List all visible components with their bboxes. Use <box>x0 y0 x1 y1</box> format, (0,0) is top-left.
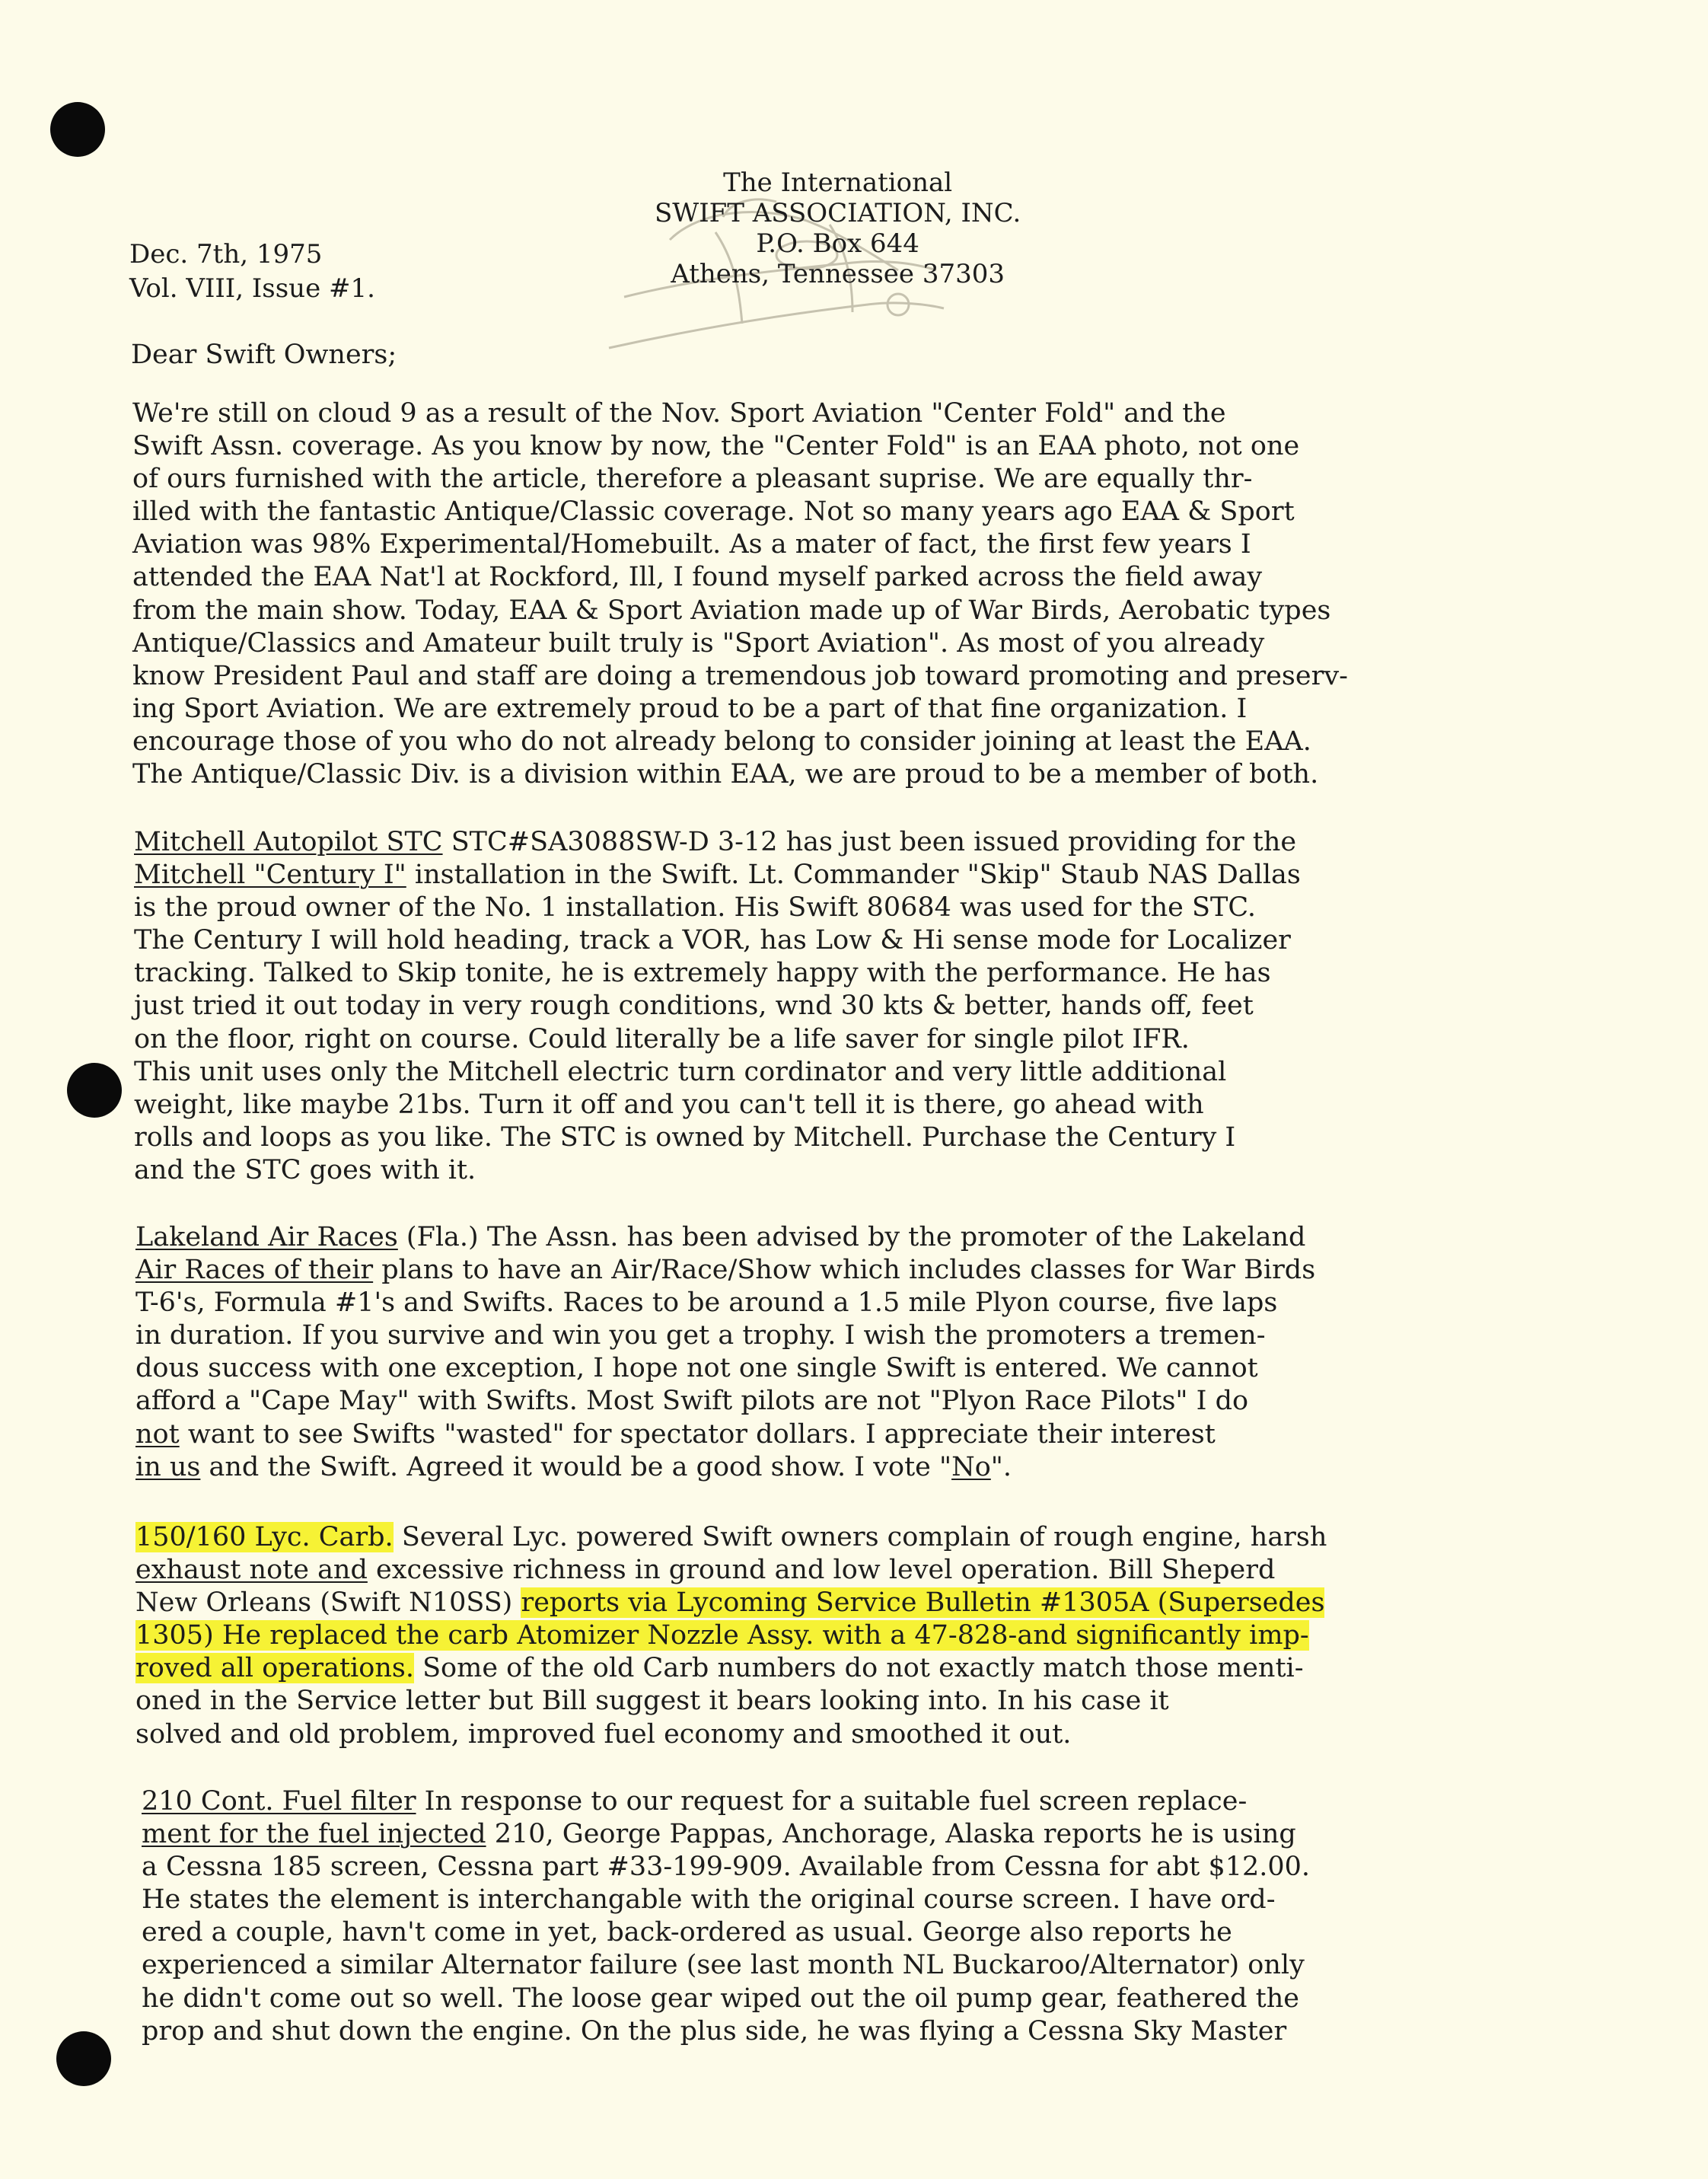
paragraph-fuel-filter <box>142 1785 1310 2048</box>
text-line: Antique/Classics and Amateur built truly is "Sport Aviation". As most of you already <box>132 627 1265 659</box>
paragraph-lycoming-carb <box>135 1521 1327 1751</box>
text-line: T-6's, Formula #1's and Swifts. Races to be around a 1.5 mile Plyon course, five laps <box>135 1287 1278 1319</box>
underlined-word: not <box>135 1418 180 1450</box>
text-line: The Century I will hold heading, track a VOR, has Low & Hi sense mode for Localizer <box>134 925 1291 956</box>
text-line: dous success with one exception, I hope not one single Swift is entered. We cannot <box>135 1353 1258 1384</box>
text-line: from the main show. Today, EAA & Sport Aviation made up of War Birds, Aerobatic types <box>132 595 1331 626</box>
text-run: (Fla.) The Assn. has been advised by the promoter of the Lakeland <box>397 1222 1306 1252</box>
section-heading: Mitchell Autopilot STC <box>134 827 443 857</box>
letterhead-line-2: SWIFT ASSOCIATION, INC. <box>655 198 1021 228</box>
section-heading-continued: Mitchell "Century I" <box>134 860 406 891</box>
highlighted-text: reports via Lycoming Service Bulletin #1305A (Supersedes <box>521 1587 1325 1619</box>
section-heading-continued: Air Races of their <box>135 1255 374 1286</box>
text-line: in duration. If you survive and win you get a trophy. I wish the promoters a tremen- <box>135 1320 1266 1351</box>
section-heading-continued: ment for the fuel injected <box>142 1819 486 1850</box>
text-line: prop and shut down the engine. On the plus side, he was flying a Cessna Sky Master <box>142 2015 1287 2047</box>
text-run: and the Swift. Agreed it would be a good show. I vote " <box>200 1451 952 1482</box>
text-line: weight, like maybe 21bs. Turn it off and you can't tell it is there, go ahead with <box>134 1089 1204 1120</box>
text-line: on the floor, right on course. Could literally be a life saver for single pilot IFR. <box>134 1023 1190 1054</box>
letterhead-line-1: The International <box>723 167 953 198</box>
text-line: ered a couple, havn't come in yet, back-ordered as usual. George also reports he <box>142 1917 1232 1948</box>
text-line: Swift Assn. coverage. As you know by now, the "Center Fold" is an EAA photo, not one <box>132 431 1300 462</box>
text-run: 210, George Pappas, Anchorage, Alaska reports he is using <box>486 1819 1296 1850</box>
text-line: ing Sport Aviation. We are extremely proud to be a part of that fine organization. I <box>132 693 1248 724</box>
highlighted-heading: 150/160 Lyc. Carb. <box>135 1522 394 1552</box>
text-line <box>135 1221 1315 1254</box>
text-run: plans to have an Air/Race/Show which includes classes for War Birds <box>373 1255 1316 1286</box>
underlined-word: in us <box>135 1451 201 1482</box>
text-line: tracking. Talked to Skip tonite, he is extremely happy with the performance. He has <box>134 958 1271 989</box>
issue-info <box>129 238 375 306</box>
section-heading-continued: exhaust note and <box>135 1555 368 1586</box>
text-run: New Orleans (Swift N10SS) <box>135 1587 521 1619</box>
text-line: illed with the fantastic Antique/Classic coverage. Not so many years ago EAA & Sport <box>132 496 1295 528</box>
section-heading: 210 Cont. Fuel filter <box>142 1786 416 1817</box>
text-run: excessive richness in ground and low level operation. Bill Sheperd <box>367 1555 1276 1586</box>
text-line <box>135 1451 1315 1484</box>
text-line: know President Paul and staff are doing a tremendous job toward promoting and preserv- <box>132 660 1348 691</box>
text-run: Several Lyc. powered Swift owners complain of rough engine, harsh <box>393 1522 1327 1552</box>
punch-hole-middle <box>67 1063 122 1118</box>
text-line: solved and old problem, improved fuel economy and smoothed it out. <box>135 1718 1072 1750</box>
letterhead-line-3: P.O. Box 644 <box>756 228 919 259</box>
issue-date: Dec. 7th, 1975 <box>129 239 323 270</box>
text-run: ". <box>990 1451 1012 1482</box>
text-line <box>135 1254 1315 1287</box>
text-line: oned in the Service letter but Bill suggest it bears looking into. In his case it <box>135 1686 1169 1717</box>
text-line: is the proud owner of the No. 1 installation. His Swift 80684 was used for the STC. <box>134 892 1256 924</box>
text-line <box>135 1418 1315 1451</box>
highlighted-text: roved all operations. <box>135 1653 414 1684</box>
text-line: The Antique/Classic Div. is a division within EAA, we are proud to be a member of both. <box>132 759 1319 790</box>
text-run: want to see Swifts "wasted" for spectator dollars. I appreciate their interest <box>179 1418 1216 1450</box>
text-run: Some of the old Carb numbers do not exactly match those menti- <box>413 1653 1304 1684</box>
text-line: This unit uses only the Mitchell electric turn cordinator and very little additional <box>134 1056 1227 1087</box>
paragraph-mitchell-autopilot <box>134 826 1301 1187</box>
letterhead <box>609 167 1096 388</box>
text-line: encourage those of you who do not already belong to consider joining at least the EAA. <box>132 726 1311 757</box>
text-line: We're still on cloud 9 as a result of the Nov. Sport Aviation "Center Fold" and the <box>132 398 1226 429</box>
text-line <box>142 1785 1310 1818</box>
text-line <box>135 1652 1327 1685</box>
text-run: In response to our request for a suitable fuel screen replace- <box>416 1786 1248 1817</box>
paragraph-lakeland-air-races <box>135 1221 1315 1484</box>
text-line: He states the element is interchangable with the original course screen. I have ord- <box>142 1884 1276 1916</box>
text-line: experienced a similar Alternator failure (see last month NL Buckaroo/Alternator) only <box>142 1950 1305 1981</box>
paragraph-intro <box>132 397 1348 791</box>
text-line <box>135 1619 1327 1652</box>
text-line: and the STC goes with it. <box>134 1154 476 1185</box>
salutation: Dear Swift Owners; <box>131 340 397 370</box>
text-line <box>134 826 1301 859</box>
issue-volume: Vol. VIII, Issue #1. <box>129 273 375 304</box>
text-line: afford a "Cape May" with Swifts. Most Swift pilots are not "Plyon Race Pilots" I do <box>135 1386 1249 1417</box>
text-line: a Cessna 185 screen, Cessna part #33-199-909. Available from Cessna for abt $12.00. <box>142 1852 1311 1883</box>
text-line <box>134 859 1301 892</box>
punch-hole-top <box>50 102 105 157</box>
underlined-word: No <box>951 1451 991 1482</box>
letterhead-line-4: Athens, Tennessee 37303 <box>671 259 1005 289</box>
text-line <box>135 1521 1327 1554</box>
text-line <box>142 1818 1310 1851</box>
text-line: Aviation was 98% Experimental/Homebuilt. As a mater of fact, the first few years I <box>132 529 1251 560</box>
text-line: attended the EAA Nat'l at Rockford, Ill, I found myself parked across the field away <box>132 562 1263 593</box>
text-run: installation in the Swift. Lt. Commander "Skip" Staub NAS Dallas <box>406 860 1301 891</box>
highlighted-text: 1305) He replaced the carb Atomizer Nozzle Assy. with a 47-828-and significantly imp- <box>135 1620 1309 1651</box>
text-line: of ours furnished with the article, therefore a pleasant suprise. We are equally thr- <box>132 464 1253 495</box>
text-line: rolls and loops as you like. The STC is owned by Mitchell. Purchase the Century I <box>134 1121 1236 1153</box>
text-run: STC#SA3088SW-D 3-12 has just been issued providing for the <box>442 827 1297 857</box>
text-line <box>135 1554 1327 1587</box>
text-line <box>135 1587 1327 1619</box>
text-line: he didn't come out so well. The loose gear wiped out the oil pump gear, feathered the <box>142 1983 1299 2014</box>
section-heading: Lakeland Air Races <box>135 1222 398 1252</box>
text-line: just tried it out today in very rough conditions, wnd 30 kts & better, hands off, feet <box>134 991 1254 1022</box>
punch-hole-bottom <box>56 2031 111 2086</box>
